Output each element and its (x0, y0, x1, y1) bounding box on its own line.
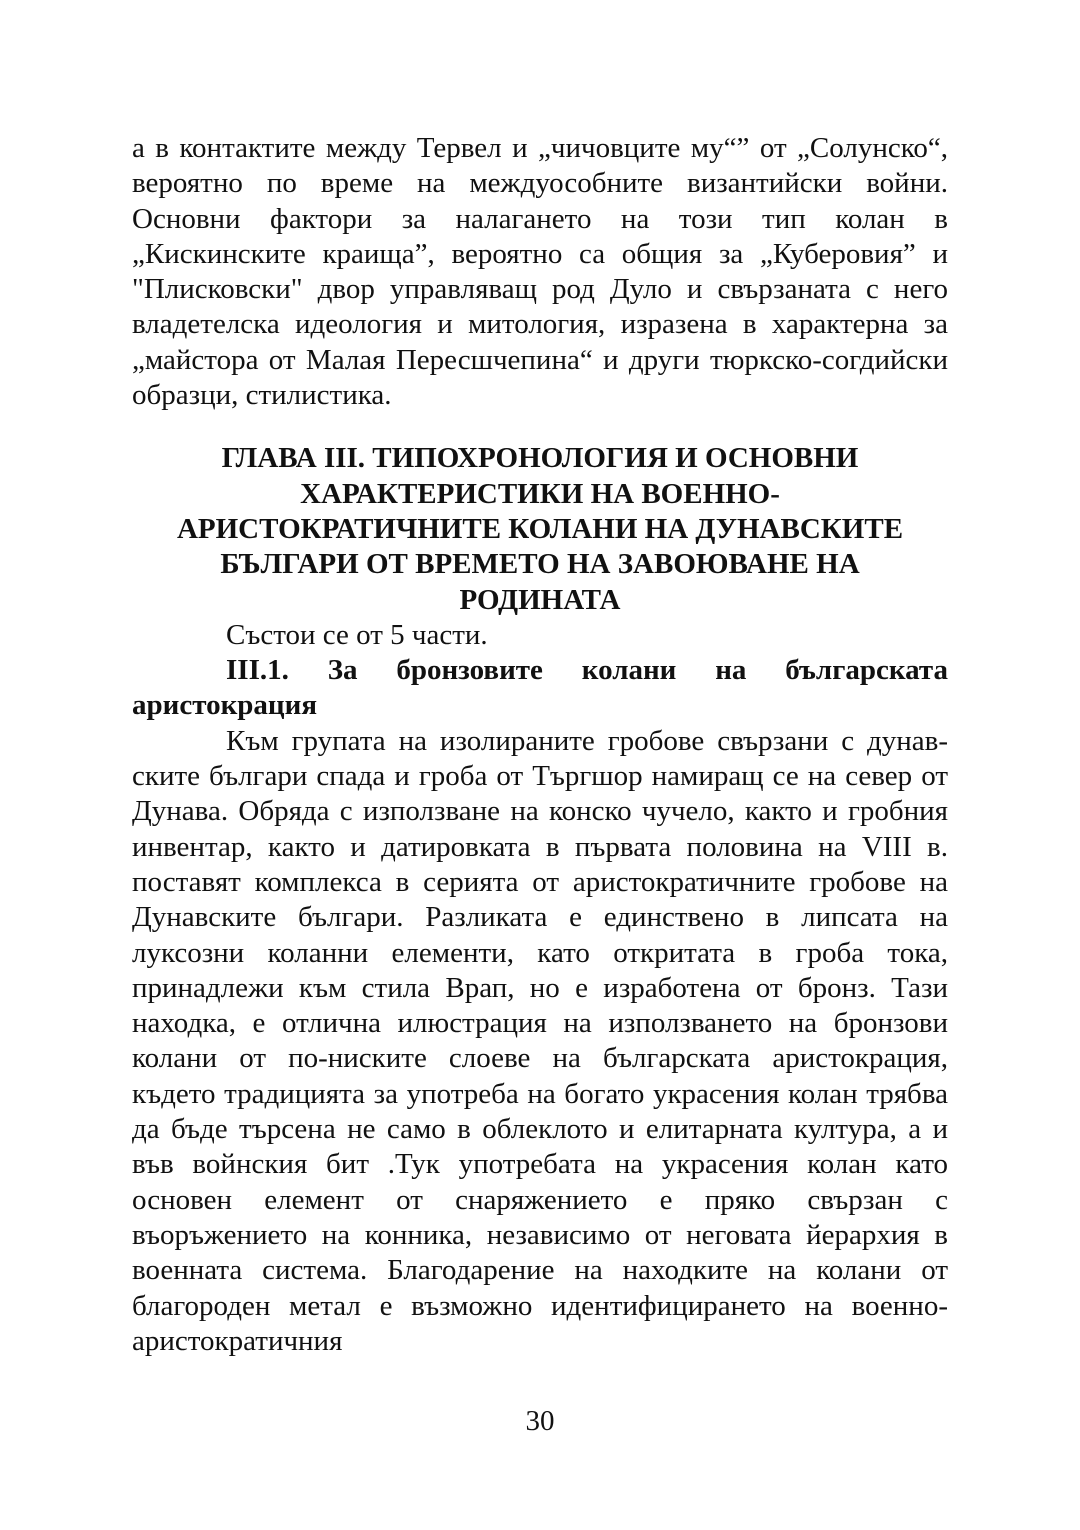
chapter-heading-line: ГЛАВА III. ТИПОХРОНОЛОГИЯ И ОСНОВНИ (221, 442, 859, 475)
chapter-heading-line: РОДИНАТА (459, 583, 621, 616)
page-content (132, 131, 948, 1359)
chapter-heading-line: БЪЛГАРИ ОТ ВРЕМЕТО НА ЗАВОЮВАНЕ НА (220, 548, 860, 581)
intro-paragraph: а в контактите между Тервел и „чичовците му“” от „Солунско“, вероятно по време на междуособните византийски войни. Основни фактори за налагането на този тип колан в „Кискинските краища”, вероятно са общия за „Куберовия” и "Плисковски" двор управляващ род Дуло и свързаната с него владетелска идеология и митология, изразена в характерна за „майстора от Малая Пересшчепина“ и други тюркско-согдийски образци, стилистика. (132, 132, 948, 412)
chapter-heading-line: АРИСТОКРАТИЧНИТЕ КОЛАНИ НА ДУНАВСКИТЕ (176, 512, 904, 545)
page-number: 30 (525, 1405, 555, 1437)
section-heading: III.1. За бронзовите колани на българската аристокрация (132, 654, 948, 722)
chapter-heading (132, 441, 948, 617)
parts-note: Състои се от 5 части. (226, 618, 488, 651)
chapter-heading-line: ХАРАКТЕРИСТИКИ НА ВОЕННО- (300, 477, 780, 510)
body-paragraph: Към групата на изолираните гробове свързани с дунав-ските българи спада и гроба от Търгшор намиращ се на север от Дунава. Обряда с използване на конско чучело, както и гробния инвентар, както и датировката в първата половина на VIII в. поставят комплекса в серията от аристократичните гробове на Дунавските българи. Разликата е единствено в липсата на луксозни коланни елементи, като откритата в гроба тока, принадлежи към стила Врап, но е изработена от бронз. Тази находка, е отлична илюстрация на използването на бронзови колани от по-ниските слоеве на българската аристокрация, където традицията за употреба на богато украсения колан трябва да бъде търсена не само в облеклото и елитарната култура, а и във войнския бит .Тук употребата на украсения колан като основен елемент от снаряжението е пряко свързан с въоръжението на конника, независимо от неговата йерархия в военната система. Благодарение на находките на колани от благороден метал е възможно идентифицирането на военно-аристократичния (132, 724, 948, 1357)
